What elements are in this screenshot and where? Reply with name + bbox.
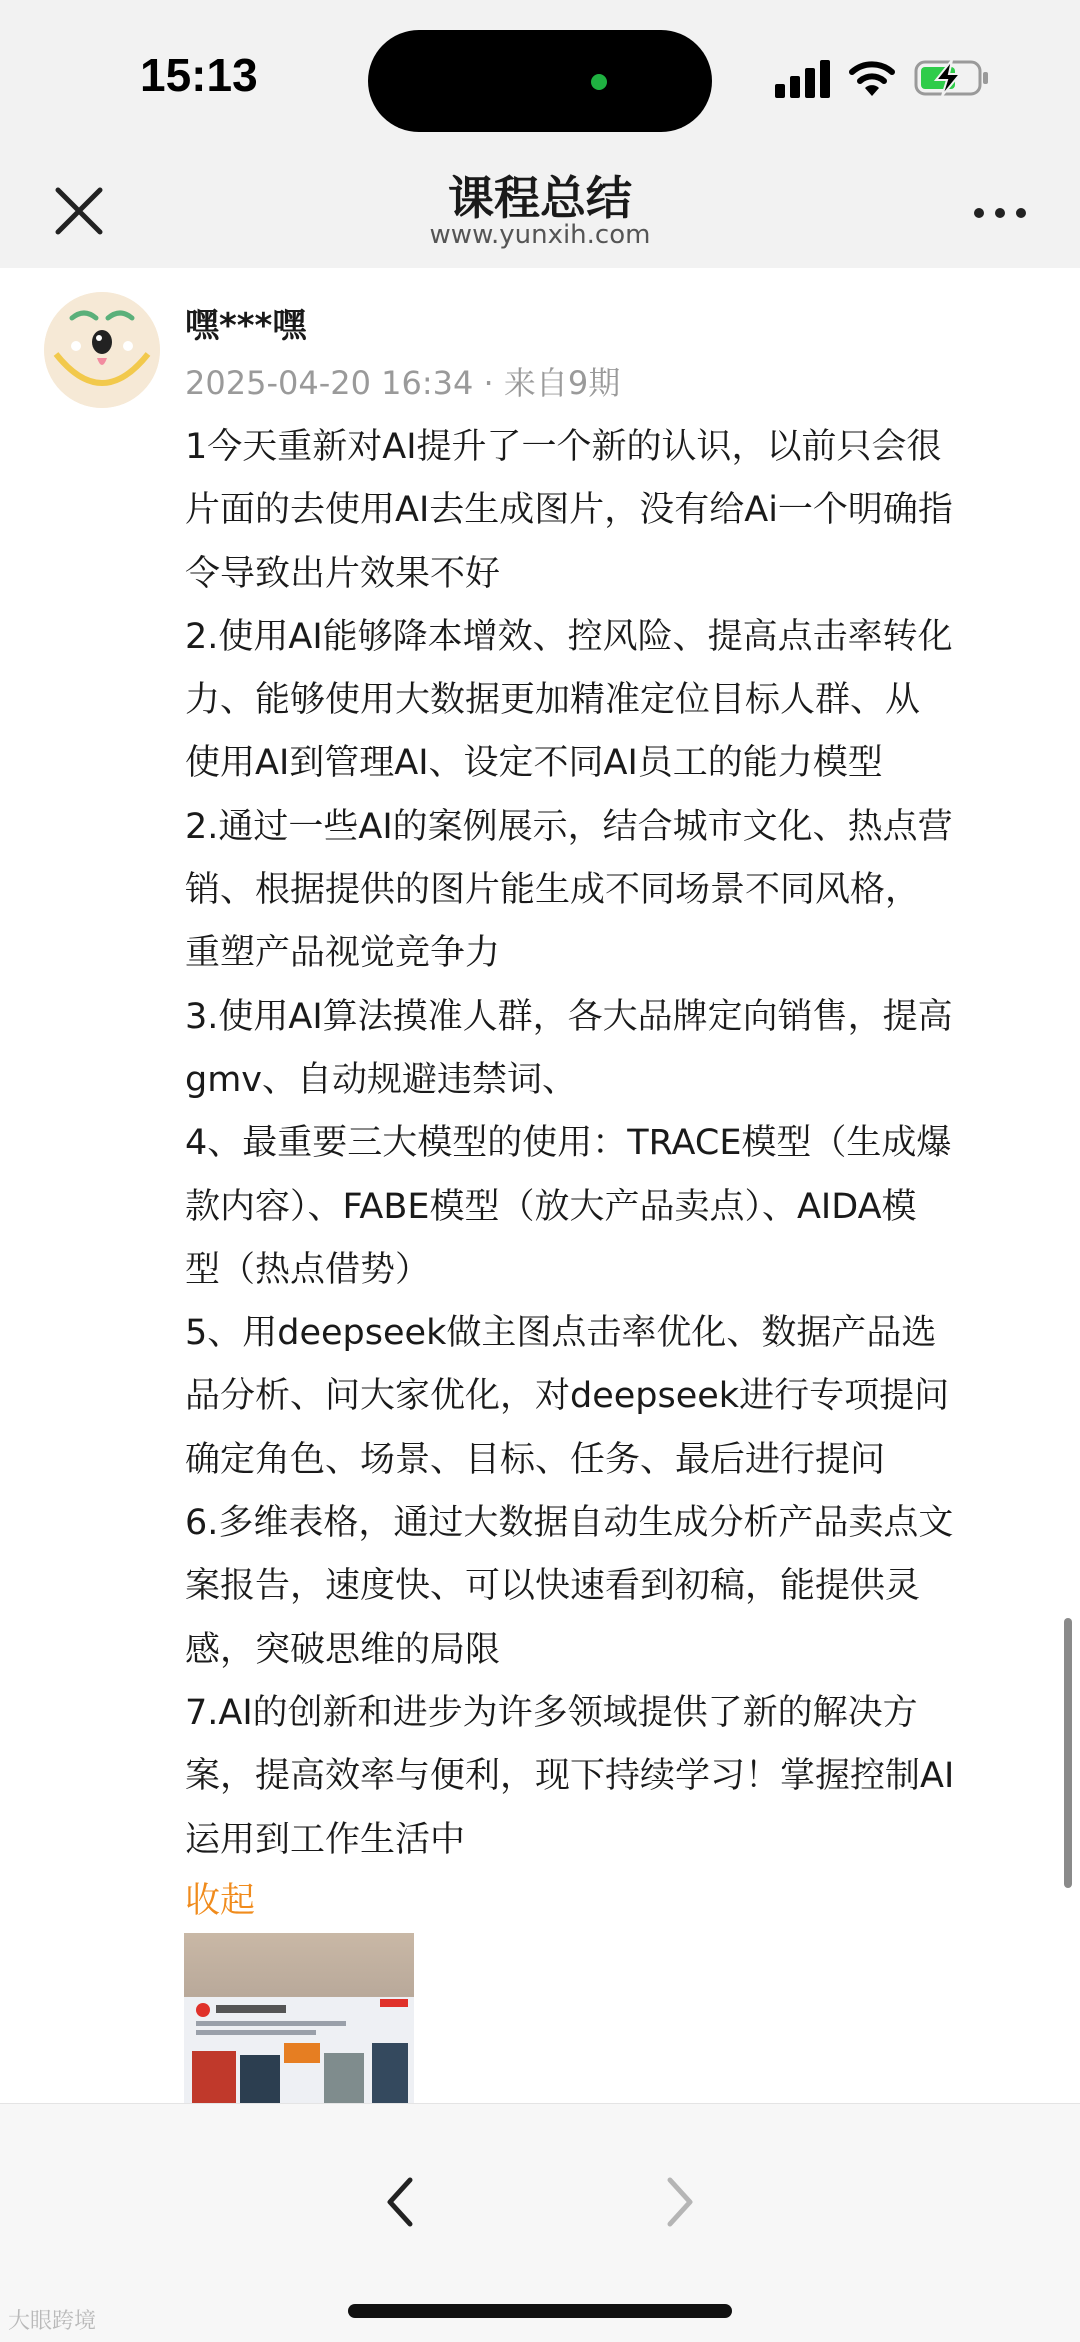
chevron-right-icon[interactable] bbox=[660, 2172, 700, 2232]
post-line: 确定角色、场景、目标、任务、最后进行提问 bbox=[185, 1439, 886, 1480]
nav-bar bbox=[0, 160, 1080, 268]
home-indicator[interactable] bbox=[348, 2304, 732, 2318]
post-line: 力、能够使用大数据更加精准定位目标人群、从 bbox=[185, 680, 921, 721]
cellular-signal-icon bbox=[775, 60, 831, 98]
post-image-thumbnail[interactable] bbox=[184, 1933, 414, 2103]
post-line: 6.多维表格，通过大数据自动生成分析产品卖点文 bbox=[185, 1503, 954, 1544]
more-icon[interactable] bbox=[970, 200, 1030, 224]
post-line: 7.AI的创新和进步为许多领域提供了新的解决方 bbox=[185, 1692, 918, 1733]
page-domain: www.yunxih.com bbox=[429, 220, 651, 250]
post-line: 款内容）、FABE模型（放大产品卖点）、AIDA模 bbox=[185, 1186, 917, 1227]
post-body bbox=[185, 416, 1035, 1872]
avatar-face-icon bbox=[44, 292, 160, 408]
post-line: 型（热点借势） bbox=[185, 1249, 431, 1290]
thumbnail-tile bbox=[196, 2030, 316, 2035]
thumbnail-tile bbox=[196, 2003, 210, 2017]
post-line: 运用到工作生活中 bbox=[185, 1819, 466, 1860]
post-line: 重塑产品视觉竞争力 bbox=[185, 933, 501, 974]
thumbnail-tile bbox=[240, 2055, 280, 2103]
post-meta: 2025-04-20 16:34 · 来自9期 bbox=[185, 364, 621, 402]
page-title: 课程总结 bbox=[448, 171, 632, 225]
post-line: 案，提高效率与便利，现下持续学习！掌握控制AI bbox=[185, 1756, 955, 1797]
avatar[interactable] bbox=[44, 292, 160, 408]
thumbnail-tile bbox=[372, 2043, 408, 2103]
post-line: 3.使用AI算法摸准人群，各大品牌定向销售，提高 bbox=[185, 996, 953, 1037]
post-line: 感，突破思维的局限 bbox=[185, 1629, 501, 1670]
bottom-toolbar bbox=[0, 2103, 1080, 2342]
dynamic-island bbox=[368, 30, 712, 132]
chevron-left-icon[interactable] bbox=[380, 2172, 420, 2232]
post-line: gmv、自动规避违禁词、 bbox=[185, 1059, 578, 1100]
thumbnail-tile bbox=[284, 2043, 320, 2063]
post-line: 案报告，速度快、可以快速看到初稿，能提供灵 bbox=[185, 1566, 921, 1607]
thumbnail-tile bbox=[380, 1999, 408, 2007]
collapse-link[interactable]: 收起 bbox=[185, 1881, 256, 1921]
thumbnail-tile bbox=[196, 2021, 346, 2026]
watermark: 大眼跨境 bbox=[8, 2309, 97, 2334]
post-line: 2.通过一些AI的案例展示，结合城市文化、热点营 bbox=[185, 806, 953, 847]
post-line: 2.使用AI能够降本增效、控风险、提高点击率转化 bbox=[185, 616, 953, 657]
battery-charging-icon bbox=[914, 58, 990, 98]
status-bar bbox=[0, 0, 1080, 160]
post-line: 销、根据提供的图片能生成不同场景不同风格， bbox=[185, 870, 921, 911]
thumbnail-tile bbox=[192, 2051, 236, 2103]
thumbnail-tile bbox=[216, 2005, 286, 2013]
post-line: 使用AI到管理AI、设定不同AI员工的能力模型 bbox=[185, 743, 883, 784]
thumbnail-tile bbox=[324, 2053, 364, 2103]
post-content[interactable] bbox=[0, 268, 1080, 2103]
post-line: 片面的去使用AI去生成图片，没有给Ai一个明确指 bbox=[185, 490, 953, 531]
post-line: 令导致出片效果不好 bbox=[185, 553, 501, 594]
status-time: 15:13 bbox=[140, 49, 258, 101]
post-line: 1今天重新对AI提升了一个新的认识，以前只会很 bbox=[185, 427, 942, 467]
post-line: 4、最重要三大模型的使用：TRACE模型（生成爆 bbox=[185, 1123, 952, 1164]
wifi-icon bbox=[848, 58, 896, 98]
post-line: 5、用deepseek做主图点击率优化、数据产品选 bbox=[185, 1313, 937, 1354]
camera-indicator-dot bbox=[591, 74, 607, 90]
post-line: 品分析、问大家优化，对deepseek进行专项提问 bbox=[185, 1376, 950, 1417]
scrollbar[interactable] bbox=[1064, 1618, 1072, 1888]
username[interactable]: 嘿***嘿 bbox=[185, 306, 307, 346]
